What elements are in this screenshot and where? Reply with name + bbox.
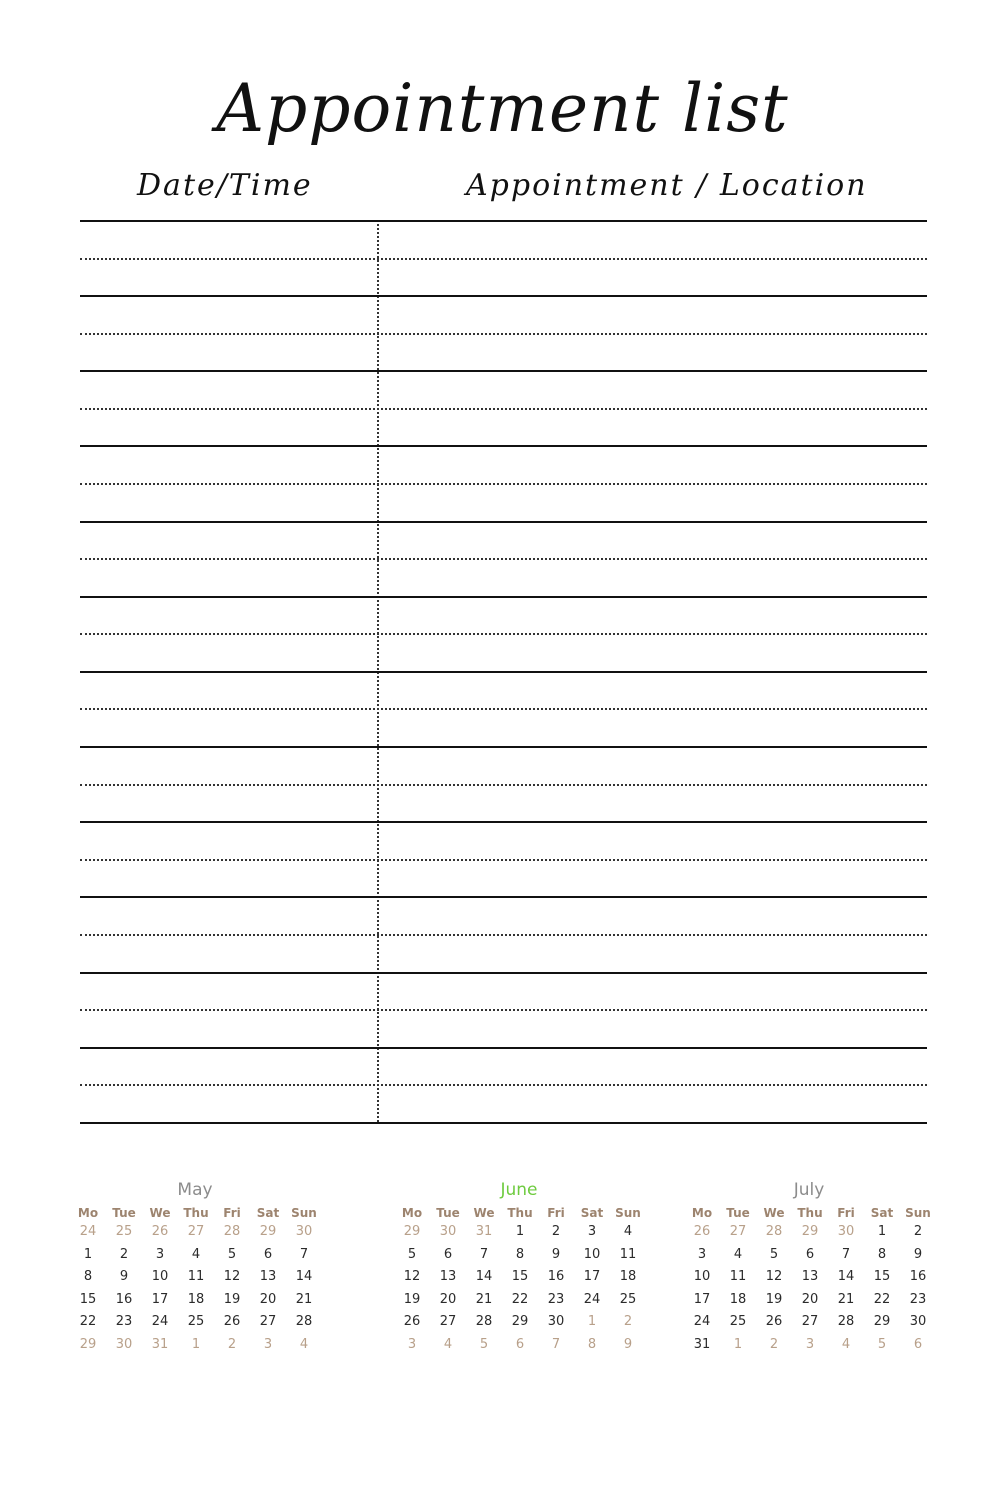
calendar-day-other-month: 29 [403, 1224, 421, 1239]
calendar-day: 9 [913, 1246, 923, 1262]
calendar-day: 24 [693, 1314, 711, 1329]
calendar-day-other-month: 4 [443, 1336, 453, 1352]
calendar-day: 19 [765, 1291, 783, 1307]
calendar-day-other-month: 1 [191, 1336, 201, 1352]
calendar-day: 1 [83, 1246, 93, 1262]
calendar-day-other-month: 30 [837, 1224, 855, 1239]
calendar-month-name: June [500, 1180, 538, 1200]
calendar-day: 25 [619, 1291, 637, 1307]
calendar-day: 8 [83, 1269, 93, 1284]
calendar-day: 8 [515, 1246, 525, 1262]
row-line [80, 445, 927, 447]
calendar-day-other-month: 8 [587, 1336, 597, 1352]
calendar-day: 28 [837, 1314, 855, 1329]
calendar-day: 2 [119, 1246, 129, 1262]
calendar-day: 19 [223, 1291, 241, 1307]
calendar-day-other-month: 28 [223, 1224, 241, 1239]
calendar-day: 2 [551, 1224, 561, 1239]
calendar-day: 20 [259, 1291, 277, 1307]
calendar-month-name: July [793, 1180, 825, 1200]
row-line [80, 1122, 927, 1124]
row-line [80, 671, 927, 673]
calendar-day: 18 [619, 1269, 637, 1284]
weekday-label: Sat [580, 1206, 604, 1220]
calendar-day: 12 [403, 1269, 421, 1284]
weekday-label: Sat [870, 1206, 894, 1220]
calendar-day: 21 [837, 1291, 855, 1307]
weekday-label: Fri [223, 1206, 241, 1220]
row-line [80, 972, 927, 974]
calendar-day: 19 [403, 1291, 421, 1307]
subrow-dotted-line [80, 258, 927, 260]
calendar-day: 23 [547, 1291, 565, 1307]
calendar-day-other-month: 29 [801, 1224, 819, 1239]
subrow-dotted-line [80, 934, 927, 936]
calendar-day: 5 [227, 1246, 237, 1262]
calendar-day: 3 [155, 1246, 165, 1262]
weekday-label: Thu [183, 1206, 209, 1220]
calendar-day: 18 [729, 1291, 747, 1307]
calendar-day: 17 [693, 1291, 711, 1307]
calendar-day: 15 [873, 1269, 891, 1284]
row-line [80, 596, 927, 598]
calendar-day: 6 [443, 1246, 453, 1262]
weekday-label: Sat [256, 1206, 280, 1220]
calendar-day-other-month: 1 [587, 1314, 597, 1329]
row-line [80, 370, 927, 372]
date-time-column-header: Date/Time [137, 168, 313, 203]
calendar-day: 4 [191, 1246, 201, 1262]
row-line [80, 896, 927, 898]
calendar-day: 14 [295, 1269, 313, 1284]
calendar-day: 5 [769, 1246, 779, 1262]
calendar-day: 26 [403, 1314, 421, 1329]
calendar-day: 14 [837, 1269, 855, 1284]
calendar-day: 11 [729, 1269, 747, 1284]
page-title: Appointment list [216, 70, 789, 147]
calendar-day: 22 [79, 1314, 97, 1329]
weekday-label: Tue [726, 1206, 750, 1220]
calendar-day: 21 [475, 1291, 493, 1307]
subrow-dotted-line [80, 708, 927, 710]
calendar-day: 14 [475, 1269, 493, 1284]
calendar-day: 25 [729, 1314, 747, 1329]
weekday-label: Sun [905, 1206, 931, 1220]
row-line [80, 220, 927, 222]
calendar-day-other-month: 30 [115, 1336, 133, 1352]
calendar-day: 9 [119, 1269, 129, 1284]
subrow-dotted-line [80, 1084, 927, 1086]
weekday-label: Fri [837, 1206, 855, 1220]
calendar-day-other-month: 3 [263, 1336, 273, 1352]
calendar-day: 15 [79, 1291, 97, 1307]
weekday-label: We [473, 1206, 495, 1220]
calendar-day: 2 [913, 1224, 923, 1239]
calendar-day: 20 [801, 1291, 819, 1307]
calendar-day-other-month: 3 [805, 1336, 815, 1352]
calendar-day-other-month: 30 [295, 1224, 313, 1239]
calendar-day: 22 [511, 1291, 529, 1307]
calendar-day-other-month: 5 [877, 1336, 887, 1352]
calendar-day-other-month: 6 [515, 1336, 525, 1352]
weekday-label: Thu [797, 1206, 823, 1220]
calendar-day: 1 [877, 1224, 887, 1239]
weekday-label: Tue [436, 1206, 460, 1220]
calendar-day-other-month: 26 [693, 1224, 711, 1239]
calendar-day: 3 [587, 1224, 597, 1239]
subrow-dotted-line [80, 633, 927, 635]
calendar-day: 17 [583, 1269, 601, 1284]
calendar-day: 17 [151, 1291, 169, 1307]
calendar-day: 30 [547, 1314, 565, 1329]
calendar-day: 12 [223, 1269, 241, 1284]
appointment-table [80, 220, 927, 1122]
row-line [80, 521, 927, 523]
calendar-day: 30 [909, 1314, 927, 1329]
calendar-day-other-month: 7 [551, 1336, 561, 1352]
row-line [80, 1047, 927, 1049]
calendar-day: 10 [151, 1269, 169, 1284]
weekday-label: Thu [507, 1206, 533, 1220]
weekday-label: Mo [691, 1206, 713, 1220]
calendar-day: 5 [407, 1246, 417, 1262]
subrow-dotted-line [80, 784, 927, 786]
calendar-day-other-month: 31 [475, 1224, 493, 1239]
calendar-day: 16 [909, 1269, 927, 1284]
calendar-day: 26 [223, 1314, 241, 1329]
row-line [80, 821, 927, 823]
calendar-day-other-month: 4 [299, 1336, 309, 1352]
calendar-day: 12 [765, 1269, 783, 1284]
calendar-day: 11 [619, 1246, 637, 1262]
calendar-day-other-month: 28 [765, 1224, 783, 1239]
calendar-day: 3 [697, 1246, 707, 1262]
calendar-day: 23 [909, 1291, 927, 1307]
calendar-day: 10 [693, 1269, 711, 1284]
subrow-dotted-line [80, 558, 927, 560]
calendar-day: 21 [295, 1291, 313, 1307]
calendar-day-other-month: 31 [151, 1336, 169, 1352]
calendar-day: 6 [805, 1246, 815, 1262]
calendar-day: 13 [259, 1269, 277, 1284]
subrow-dotted-line [80, 483, 927, 485]
calendar-day-other-month: 26 [151, 1224, 169, 1239]
calendar-day-other-month: 2 [227, 1336, 237, 1352]
weekday-label: Sun [615, 1206, 641, 1220]
calendar-day: 9 [551, 1246, 561, 1262]
calendar-day: 31 [693, 1336, 711, 1352]
appointment-location-column-header: Appointment / Location [466, 168, 868, 203]
weekday-label: Mo [77, 1206, 99, 1220]
calendar-day: 24 [583, 1291, 601, 1307]
calendar-day: 28 [475, 1314, 493, 1329]
calendar-day-other-month: 27 [729, 1224, 747, 1239]
calendar-day: 24 [151, 1314, 169, 1329]
calendar-day-other-month: 3 [407, 1336, 417, 1352]
calendar-day: 10 [583, 1246, 601, 1262]
calendar-day: 11 [187, 1269, 205, 1284]
calendar-day-other-month: 29 [79, 1336, 97, 1352]
subrow-dotted-line [80, 1009, 927, 1011]
calendar-day-other-month: 5 [479, 1336, 489, 1352]
weekday-label: Fri [547, 1206, 565, 1220]
calendar-day-other-month: 2 [769, 1336, 779, 1352]
calendar-day: 1 [515, 1224, 525, 1239]
subrow-dotted-line [80, 333, 927, 335]
calendar-day: 7 [299, 1246, 309, 1262]
calendar-month-name: May [177, 1180, 213, 1200]
calendar-day: 16 [547, 1269, 565, 1284]
calendar-day-other-month: 27 [187, 1224, 205, 1239]
calendar-day-other-month: 9 [623, 1336, 633, 1352]
calendar-day: 27 [801, 1314, 819, 1329]
calendar-day-other-month: 1 [733, 1336, 743, 1352]
calendar-day: 22 [873, 1291, 891, 1307]
calendar-day: 4 [623, 1224, 633, 1239]
calendar-day: 4 [733, 1246, 743, 1262]
calendar-day: 15 [511, 1269, 529, 1284]
calendar-day: 7 [841, 1246, 851, 1262]
calendar-day: 18 [187, 1291, 205, 1307]
calendar-day: 23 [115, 1314, 133, 1329]
subrow-dotted-line [80, 859, 927, 861]
calendar-day-other-month: 2 [623, 1314, 633, 1329]
row-line [80, 295, 927, 297]
calendar-day: 7 [479, 1246, 489, 1262]
calendar-day: 8 [877, 1246, 887, 1262]
weekday-label: We [763, 1206, 785, 1220]
weekday-label: Sun [291, 1206, 317, 1220]
calendar-day: 6 [263, 1246, 273, 1262]
calendar-day: 26 [765, 1314, 783, 1329]
calendar-day-other-month: 24 [79, 1224, 97, 1239]
calendar-day: 13 [439, 1269, 457, 1284]
row-line [80, 746, 927, 748]
calendar-day-other-month: 29 [259, 1224, 277, 1239]
weekday-label: Mo [401, 1206, 423, 1220]
calendar-day: 28 [295, 1314, 313, 1329]
calendar-day: 13 [801, 1269, 819, 1284]
calendar-day: 27 [259, 1314, 277, 1329]
calendar-day: 29 [873, 1314, 891, 1329]
calendar-day: 29 [511, 1314, 529, 1329]
calendar-day-other-month: 25 [115, 1224, 133, 1239]
calendar-day-other-month: 30 [439, 1224, 457, 1239]
weekday-label: We [149, 1206, 171, 1220]
calendar-day: 20 [439, 1291, 457, 1307]
calendar-day-other-month: 4 [841, 1336, 851, 1352]
weekday-label: Tue [112, 1206, 136, 1220]
calendar-day: 25 [187, 1314, 205, 1329]
subrow-dotted-line [80, 408, 927, 410]
calendar-day: 27 [439, 1314, 457, 1329]
calendar-day: 16 [115, 1291, 133, 1307]
calendar-day-other-month: 6 [913, 1336, 923, 1352]
